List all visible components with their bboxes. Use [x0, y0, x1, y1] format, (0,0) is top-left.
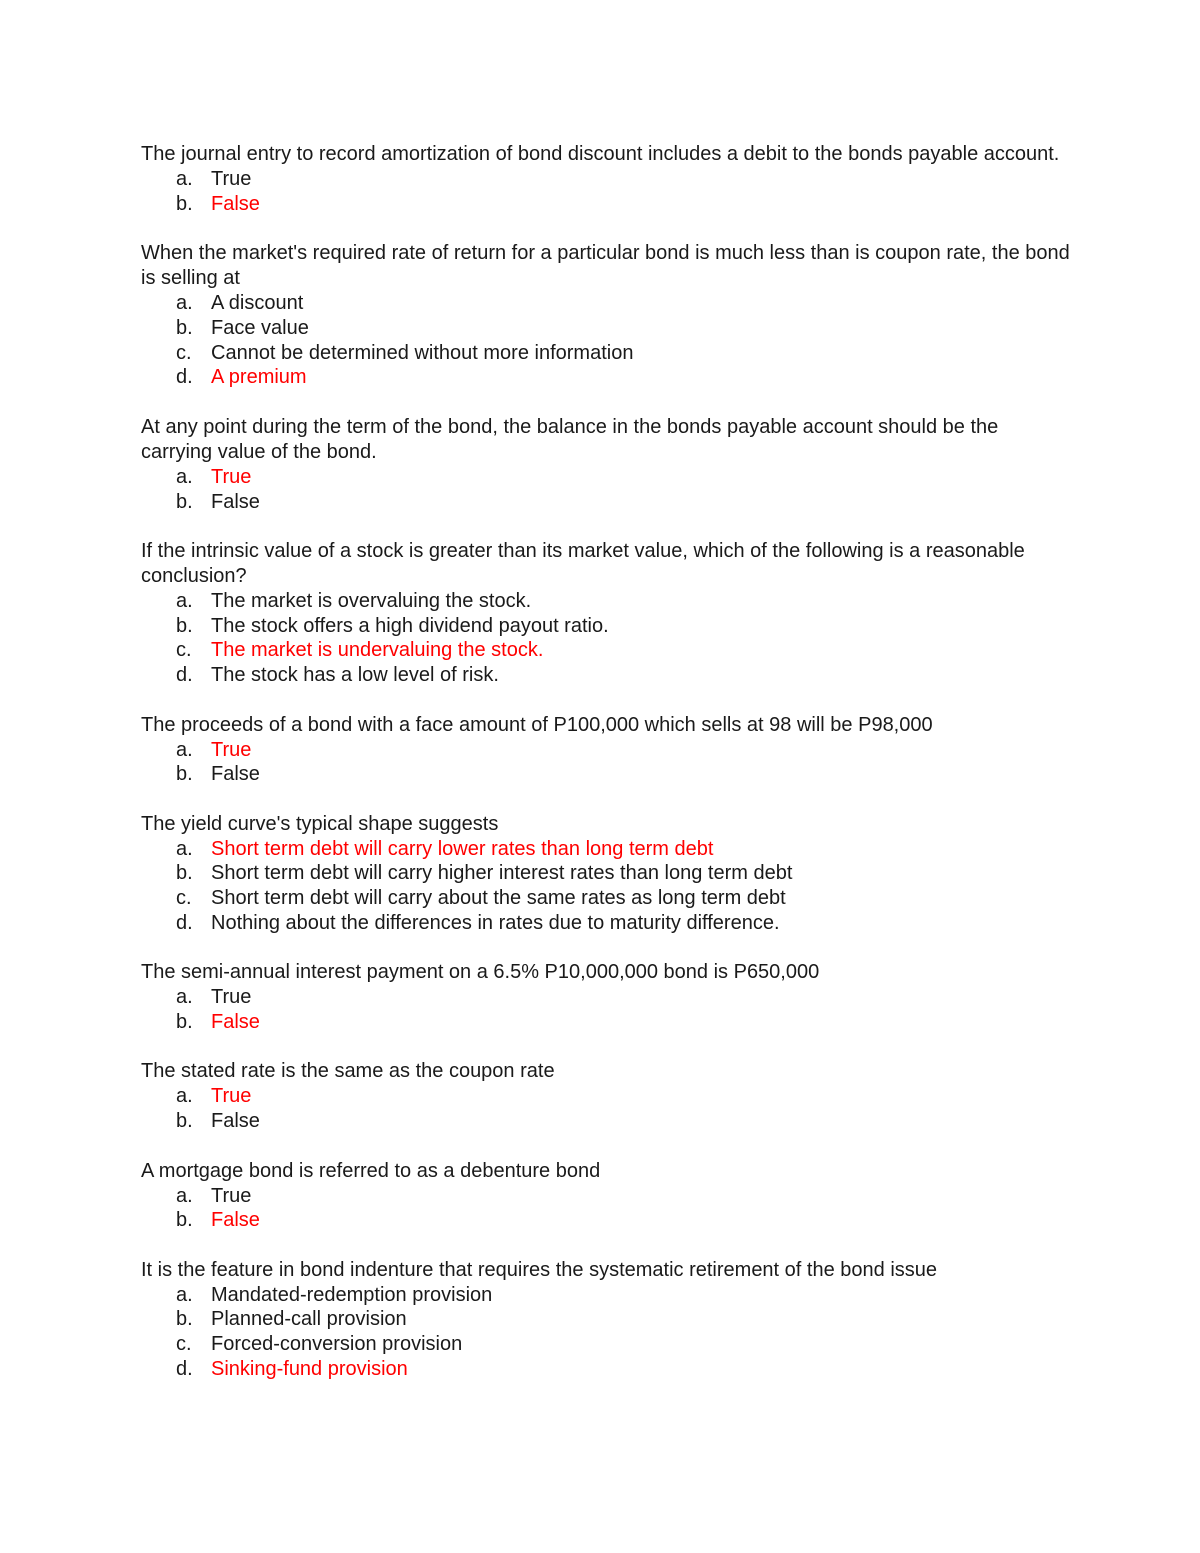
- option-text: Nothing about the differences in rates due to maturity difference.: [211, 912, 780, 935]
- question-3: [141, 415, 1071, 515]
- option-text: True: [211, 1085, 252, 1108]
- option-text: A premium: [211, 366, 307, 389]
- option-text: The stock has a low level of risk.: [211, 664, 499, 687]
- option-text: Sinking-fund provision: [211, 1358, 408, 1381]
- option-letter: d.: [176, 1358, 193, 1381]
- option-text: True: [211, 1184, 252, 1207]
- option-text: True: [211, 168, 252, 190]
- option-a: [141, 1283, 1071, 1308]
- option-b: [141, 762, 1071, 787]
- question-text: If the intrinsic value of a stock is greater than its market value, which of the following is a reasonable conclusion?: [141, 539, 1025, 587]
- question-6: [141, 812, 1071, 936]
- question-9: [141, 1159, 1071, 1234]
- question-text: It is the feature in bond indenture that requires the systematic retirement of the bond issue: [141, 1258, 938, 1281]
- option-b: [141, 316, 1071, 341]
- option-letter: b.: [176, 1308, 193, 1331]
- option-letter: d.: [176, 366, 193, 389]
- question-text: A mortgage bond is referred to as a debenture bond: [141, 1159, 601, 1182]
- question-text: When the market's required rate of return for a particular bond is much less than is coupon rate, the bond is selling at: [141, 242, 1070, 290]
- option-a-correct: [141, 1084, 1071, 1109]
- option-text: Short term debt will carry lower rates than long term debt: [211, 837, 714, 860]
- option-letter: b.: [176, 763, 193, 786]
- option-letter: a.: [176, 292, 193, 315]
- option-b-correct: [141, 1010, 1071, 1035]
- option-letter: a.: [176, 1184, 193, 1207]
- option-letter: d.: [176, 664, 193, 687]
- option-a-correct: [141, 837, 1071, 862]
- option-letter: a.: [176, 738, 193, 761]
- option-letter: c.: [176, 1333, 192, 1356]
- option-a: [141, 291, 1071, 316]
- option-letter: b.: [176, 316, 193, 339]
- option-text: The market is overvaluing the stock.: [211, 589, 532, 612]
- option-letter: a.: [176, 168, 193, 190]
- option-b: [141, 614, 1071, 639]
- option-text: Forced-conversion provision: [211, 1333, 463, 1356]
- question-4: [141, 539, 1071, 688]
- option-letter: a.: [176, 986, 193, 1009]
- option-text: False: [211, 1209, 260, 1232]
- question-7: [141, 960, 1071, 1035]
- question-text: The proceeds of a bond with a face amount of P100,000 which sells at 98 will be P98,000: [141, 713, 933, 736]
- option-list: [141, 1283, 1071, 1382]
- option-text: Short term debt will carry higher interest rates than long term debt: [211, 862, 793, 885]
- option-letter: c.: [176, 341, 192, 364]
- option-letter: a.: [176, 837, 193, 860]
- option-c: [141, 886, 1071, 911]
- option-text: False: [211, 1110, 260, 1133]
- option-d: [141, 911, 1071, 936]
- option-letter: c.: [176, 639, 192, 662]
- option-text: The market is undervaluing the stock.: [211, 639, 544, 662]
- option-text: Short term debt will carry about the same rates as long term debt: [211, 887, 786, 910]
- option-text: False: [211, 192, 260, 215]
- option-list: [141, 291, 1071, 390]
- option-text: True: [211, 738, 252, 761]
- option-text: Cannot be determined without more information: [211, 341, 634, 364]
- question-text: The semi-annual interest payment on a 6.5% P10,000,000 bond is P650,000: [141, 961, 820, 984]
- option-text: False: [211, 763, 260, 786]
- option-text: Planned-call provision: [211, 1308, 407, 1331]
- option-letter: b.: [176, 1110, 193, 1133]
- option-d-correct: [141, 365, 1071, 390]
- option-letter: b.: [176, 1209, 193, 1232]
- option-b: [141, 861, 1071, 886]
- option-letter: b.: [176, 490, 193, 513]
- option-b: [141, 1307, 1071, 1332]
- question-text: The yield curve's typical shape suggests: [141, 812, 499, 835]
- option-a: [141, 589, 1071, 614]
- option-a: [141, 1184, 1071, 1209]
- question-text: The stated rate is the same as the coupon rate: [141, 1060, 555, 1083]
- option-a-correct: [141, 465, 1071, 490]
- question-8: [141, 1059, 1071, 1134]
- option-c-correct: [141, 638, 1071, 663]
- option-letter: a.: [176, 465, 193, 488]
- option-text: True: [211, 465, 252, 488]
- option-b: [141, 1109, 1071, 1134]
- option-c: [141, 1332, 1071, 1357]
- option-list: [141, 167, 1071, 217]
- option-letter: a.: [176, 589, 193, 612]
- option-d-correct: [141, 1357, 1071, 1382]
- question-1: [141, 142, 1071, 217]
- option-letter: c.: [176, 887, 192, 910]
- option-text: A discount: [211, 292, 304, 315]
- option-letter: b.: [176, 1011, 193, 1034]
- option-b-correct: [141, 192, 1071, 217]
- option-list: [141, 985, 1071, 1035]
- option-text: False: [211, 490, 260, 513]
- option-a: [141, 167, 1071, 192]
- option-letter: a.: [176, 1085, 193, 1108]
- option-text: False: [211, 1011, 260, 1034]
- option-letter: a.: [176, 1283, 193, 1306]
- option-list: [141, 589, 1071, 688]
- question-5: [141, 713, 1071, 788]
- option-list: [141, 837, 1071, 936]
- option-text: Face value: [211, 316, 309, 339]
- option-list: [141, 1184, 1071, 1234]
- option-letter: d.: [176, 912, 193, 935]
- option-letter: b.: [176, 614, 193, 637]
- option-b-correct: [141, 1208, 1071, 1233]
- option-list: [141, 738, 1071, 788]
- option-list: [141, 465, 1071, 515]
- question-10: [141, 1258, 1071, 1382]
- option-a-correct: [141, 738, 1071, 763]
- question-text: The journal entry to record amortization of bond discount includes a debit to the bonds payable account.: [141, 143, 1060, 165]
- option-text: Mandated-redemption provision: [211, 1283, 493, 1306]
- question-2: [141, 241, 1071, 390]
- option-a: [141, 985, 1071, 1010]
- option-b: [141, 490, 1071, 515]
- option-letter: b.: [176, 862, 193, 885]
- option-text: The stock offers a high dividend payout ratio.: [211, 614, 609, 637]
- question-text: At any point during the term of the bond, the balance in the bonds payable account should be the carrying value of the bond.: [141, 415, 999, 463]
- option-list: [141, 1084, 1071, 1134]
- option-c: [141, 341, 1071, 366]
- option-letter: b.: [176, 192, 193, 215]
- option-d: [141, 663, 1071, 688]
- option-text: True: [211, 986, 252, 1009]
- quiz-document: [141, 142, 1071, 1406]
